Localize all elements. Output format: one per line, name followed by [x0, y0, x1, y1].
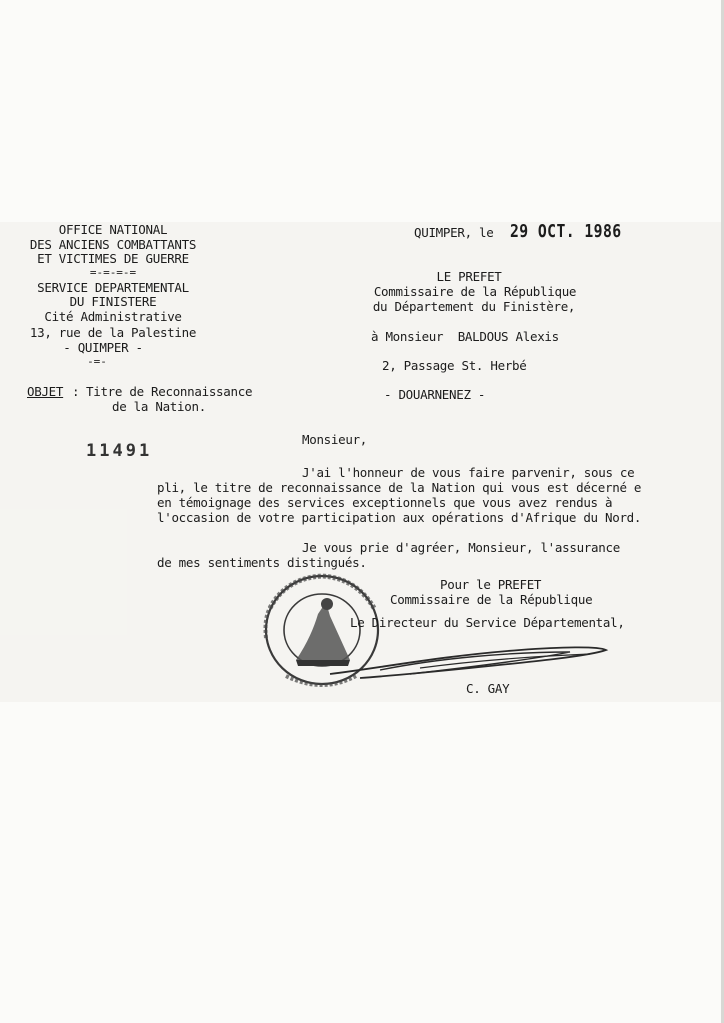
recipient-line: - DOUARNENEZ - — [384, 387, 486, 402]
signature-line: Commissaire de la République — [390, 592, 593, 607]
body-line: l'occasion de votre participation aux opérations d'Afrique du Nord. — [157, 510, 642, 525]
letterhead-line: 13, rue de la Palestine — [29, 325, 197, 340]
letterhead-line: ET VICTIMES DE GUERRE — [37, 251, 189, 266]
letterhead-line: - QUIMPER - — [63, 340, 143, 355]
body-line: en témoignage des services exceptionnels que vous avez rendus à — [157, 495, 613, 510]
body-line: J'ai l'honneur de vous faire parvenir, sous ce — [302, 465, 635, 480]
subject-line: Titre de Reconnaissance — [86, 384, 253, 399]
reference-number: 11491 — [86, 441, 153, 461]
letterhead-line: DES ANCIENS COMBATTANTS — [29, 237, 197, 252]
sender-line: du Département du Finistère, — [372, 299, 576, 314]
recipient-line: 2, Passage St. Herbé — [382, 358, 527, 373]
place: QUIMPER, le — [414, 225, 494, 240]
handwritten-signature — [320, 638, 620, 688]
letterhead-line: DU FINISTERE — [69, 294, 157, 309]
letterhead-line: OFFICE NATIONAL — [58, 222, 168, 237]
signature-line: Le Directeur du Service Départemental, — [350, 615, 625, 630]
sender-line: Commissaire de la République — [373, 284, 577, 299]
recipient-line: à Monsieur BALDOUS Alexis — [371, 329, 559, 344]
subject-line: de la Nation. — [112, 399, 206, 414]
body-line: Je vous prie d'agréer, Monsieur, l'assurance — [302, 540, 620, 555]
date-stamp: 29 OCT. 1986 — [510, 221, 622, 242]
body-line: pli, le titre de reconnaissance de la Nation qui vous est décerné e — [157, 480, 642, 495]
signatory-name: C. GAY — [466, 681, 510, 696]
signature-line: Pour le PREFET — [440, 577, 542, 592]
letterhead-separator: =-=-=-= — [89, 266, 137, 279]
sender-line: LE PREFET — [436, 269, 502, 284]
subject-colon: : — [72, 384, 80, 399]
letterhead-line: Cité Administrative — [44, 309, 182, 324]
letterhead-line: SERVICE DEPARTEMENTAL — [37, 280, 189, 295]
letterhead-separator: -=- — [87, 355, 107, 368]
subject-label: OBJET — [27, 384, 64, 399]
salutation: Monsieur, — [302, 432, 368, 447]
body-line: de mes sentiments distingués. — [157, 555, 367, 570]
